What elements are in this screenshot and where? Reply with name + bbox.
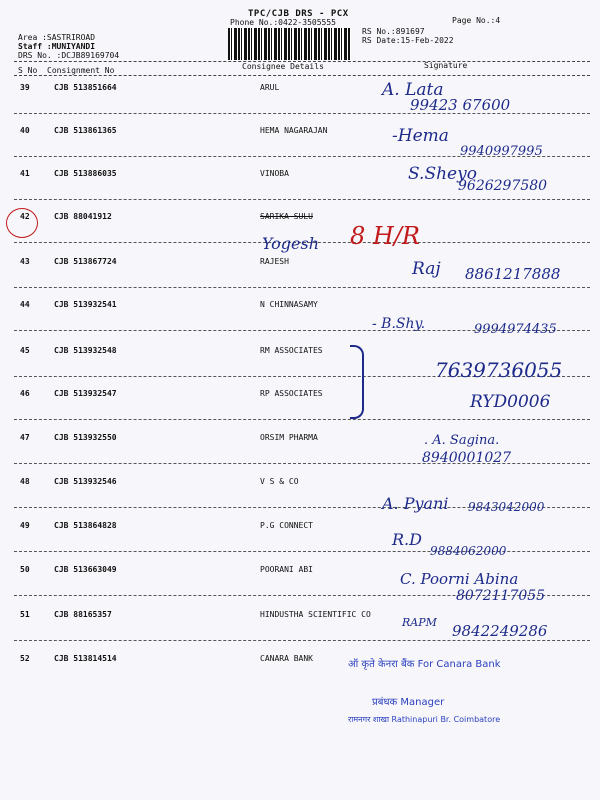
document-title: TPC/CJB DRS - PCX — [248, 9, 349, 19]
row-consignment: CJB 513932548 — [54, 346, 117, 355]
handwritten-phone: 99423 67600 — [410, 96, 511, 114]
handwritten-phone: 8072117055 — [456, 588, 546, 604]
row-consignment: CJB 513867724 — [54, 257, 117, 266]
signature: -Hema — [392, 126, 449, 146]
row-sno: 52 — [20, 654, 30, 663]
row-sno: 50 — [20, 565, 30, 574]
handwritten-phone: 9940997995 — [460, 144, 543, 159]
row-consignee: HEMA NAGARAJAN — [260, 126, 328, 135]
row-sno: 45 — [20, 346, 30, 355]
bank-stamp-line3: रामनगर शाखा Rathinapuri Br. Coimbatore — [348, 715, 501, 724]
row-consignment: CJB 513864828 — [54, 521, 117, 530]
row-consignment: CJB 513932546 — [54, 477, 117, 486]
row-consignment: CJB 513932550 — [54, 433, 117, 442]
col-signature: Signature — [424, 61, 468, 70]
handwritten-phone: 7639736055 — [435, 358, 563, 382]
row-sno: 51 — [20, 610, 30, 619]
barcode — [228, 28, 351, 60]
handwritten-phone: 8861217888 — [465, 265, 561, 283]
header-bottom-rule — [14, 75, 590, 76]
row-consignee: CANARA BANK — [260, 654, 313, 663]
signature: S.Sheyo — [408, 164, 477, 184]
row-separator — [14, 287, 590, 288]
handwritten-phone: 9884062000 — [430, 544, 507, 558]
row-separator — [14, 199, 590, 200]
row-consignment: CJB 513932547 — [54, 389, 117, 398]
row-sno: 39 — [20, 83, 30, 92]
phone-number: Phone No.:0422-3505555 — [230, 18, 336, 27]
row-consignment: CJB 513851664 — [54, 83, 117, 92]
col-consignee: Consignee Details — [242, 62, 324, 71]
signature: - B.Shy. — [372, 316, 426, 332]
drs-number: DRS No. :DCJB89169704 — [18, 51, 120, 60]
signature: Yogesh — [262, 234, 320, 253]
signature: . A. Sagina. — [424, 433, 500, 448]
row-sno: 41 — [20, 169, 30, 178]
staff-label: Staff :MUNIYANDI — [18, 42, 96, 51]
row-sno: 40 — [20, 126, 30, 135]
handwritten-note: 8 H/R — [350, 222, 420, 250]
row-consignee: POORANI ABI — [260, 565, 313, 574]
signature: A. Pyani — [382, 494, 449, 513]
row-separator — [14, 419, 590, 420]
table-row — [0, 521, 600, 564]
row-sno: 46 — [20, 389, 30, 398]
row-sno: 49 — [20, 521, 30, 530]
row-consignee: HINDUSTHA SCIENTIFIC CO — [260, 610, 371, 619]
signature: Raj — [412, 259, 441, 279]
row-consignment: CJB 513932541 — [54, 300, 117, 309]
area-label: Area :SASTRIROAD — [18, 33, 96, 42]
handwritten-phone: 9842249286 — [452, 622, 548, 640]
row-sno: 43 — [20, 257, 30, 266]
bank-stamp-line2: प्रबंधक Manager — [372, 697, 445, 708]
handwritten-phone: 9843042000 — [468, 500, 545, 514]
row-consignment: CJB 513814514 — [54, 654, 117, 663]
signature: C. Poorni Abina — [400, 570, 519, 588]
signature: R.D — [392, 530, 422, 549]
row-consignee: N CHINNASAMY — [260, 300, 318, 309]
row-consignee: V S & CO — [260, 477, 299, 486]
handwritten-phone: 9626297580 — [458, 178, 548, 194]
bank-stamp-line1: ऑ कृते केनरा बैंक For Canara Bank — [348, 659, 501, 670]
row-sno: 47 — [20, 433, 30, 442]
table-row — [0, 654, 600, 697]
row-consignment: CJB 88165357 — [54, 610, 112, 619]
row-consignment: CJB 513886035 — [54, 169, 117, 178]
row-consignment: CJB 88041912 — [54, 212, 112, 221]
handwritten-note: RYD0006 — [470, 392, 551, 412]
rs-number: RS No.:891697 — [362, 27, 425, 36]
row-consignee: VINOBA — [260, 169, 289, 178]
handwritten-phone: 8940001027 — [422, 450, 512, 466]
row-consignee: RM ASSOCIATES — [260, 346, 323, 355]
row-consignee: ORSIM PHARMA — [260, 433, 318, 442]
row-consignee: ARUL — [260, 83, 280, 92]
handwritten-phone: 9994974435 — [474, 322, 557, 337]
row-sno: 44 — [20, 300, 30, 309]
rs-date: RS Date:15-Feb-2022 — [362, 36, 454, 45]
signature: A. Lata — [382, 80, 444, 100]
row-consignee: P.G CONNECT — [260, 521, 313, 530]
page-number: Page No.:4 — [452, 16, 501, 25]
row-consignment: CJB 513861365 — [54, 126, 117, 135]
red-circle-mark — [6, 208, 38, 238]
row-consignment: CJB 513663049 — [54, 565, 117, 574]
row-sno: 48 — [20, 477, 30, 486]
bracket-mark — [350, 345, 364, 419]
row-consignee: RP ASSOCIATES — [260, 389, 323, 398]
signature: RAPM — [402, 616, 437, 629]
row-consignee: RAJESH — [260, 257, 289, 266]
col-consignment: Consignment No — [47, 66, 115, 75]
col-sno: S No — [18, 66, 38, 75]
row-separator — [14, 640, 590, 641]
row-sno: 42 — [20, 212, 30, 221]
row-consignee: SARIKA SULU — [260, 212, 313, 221]
